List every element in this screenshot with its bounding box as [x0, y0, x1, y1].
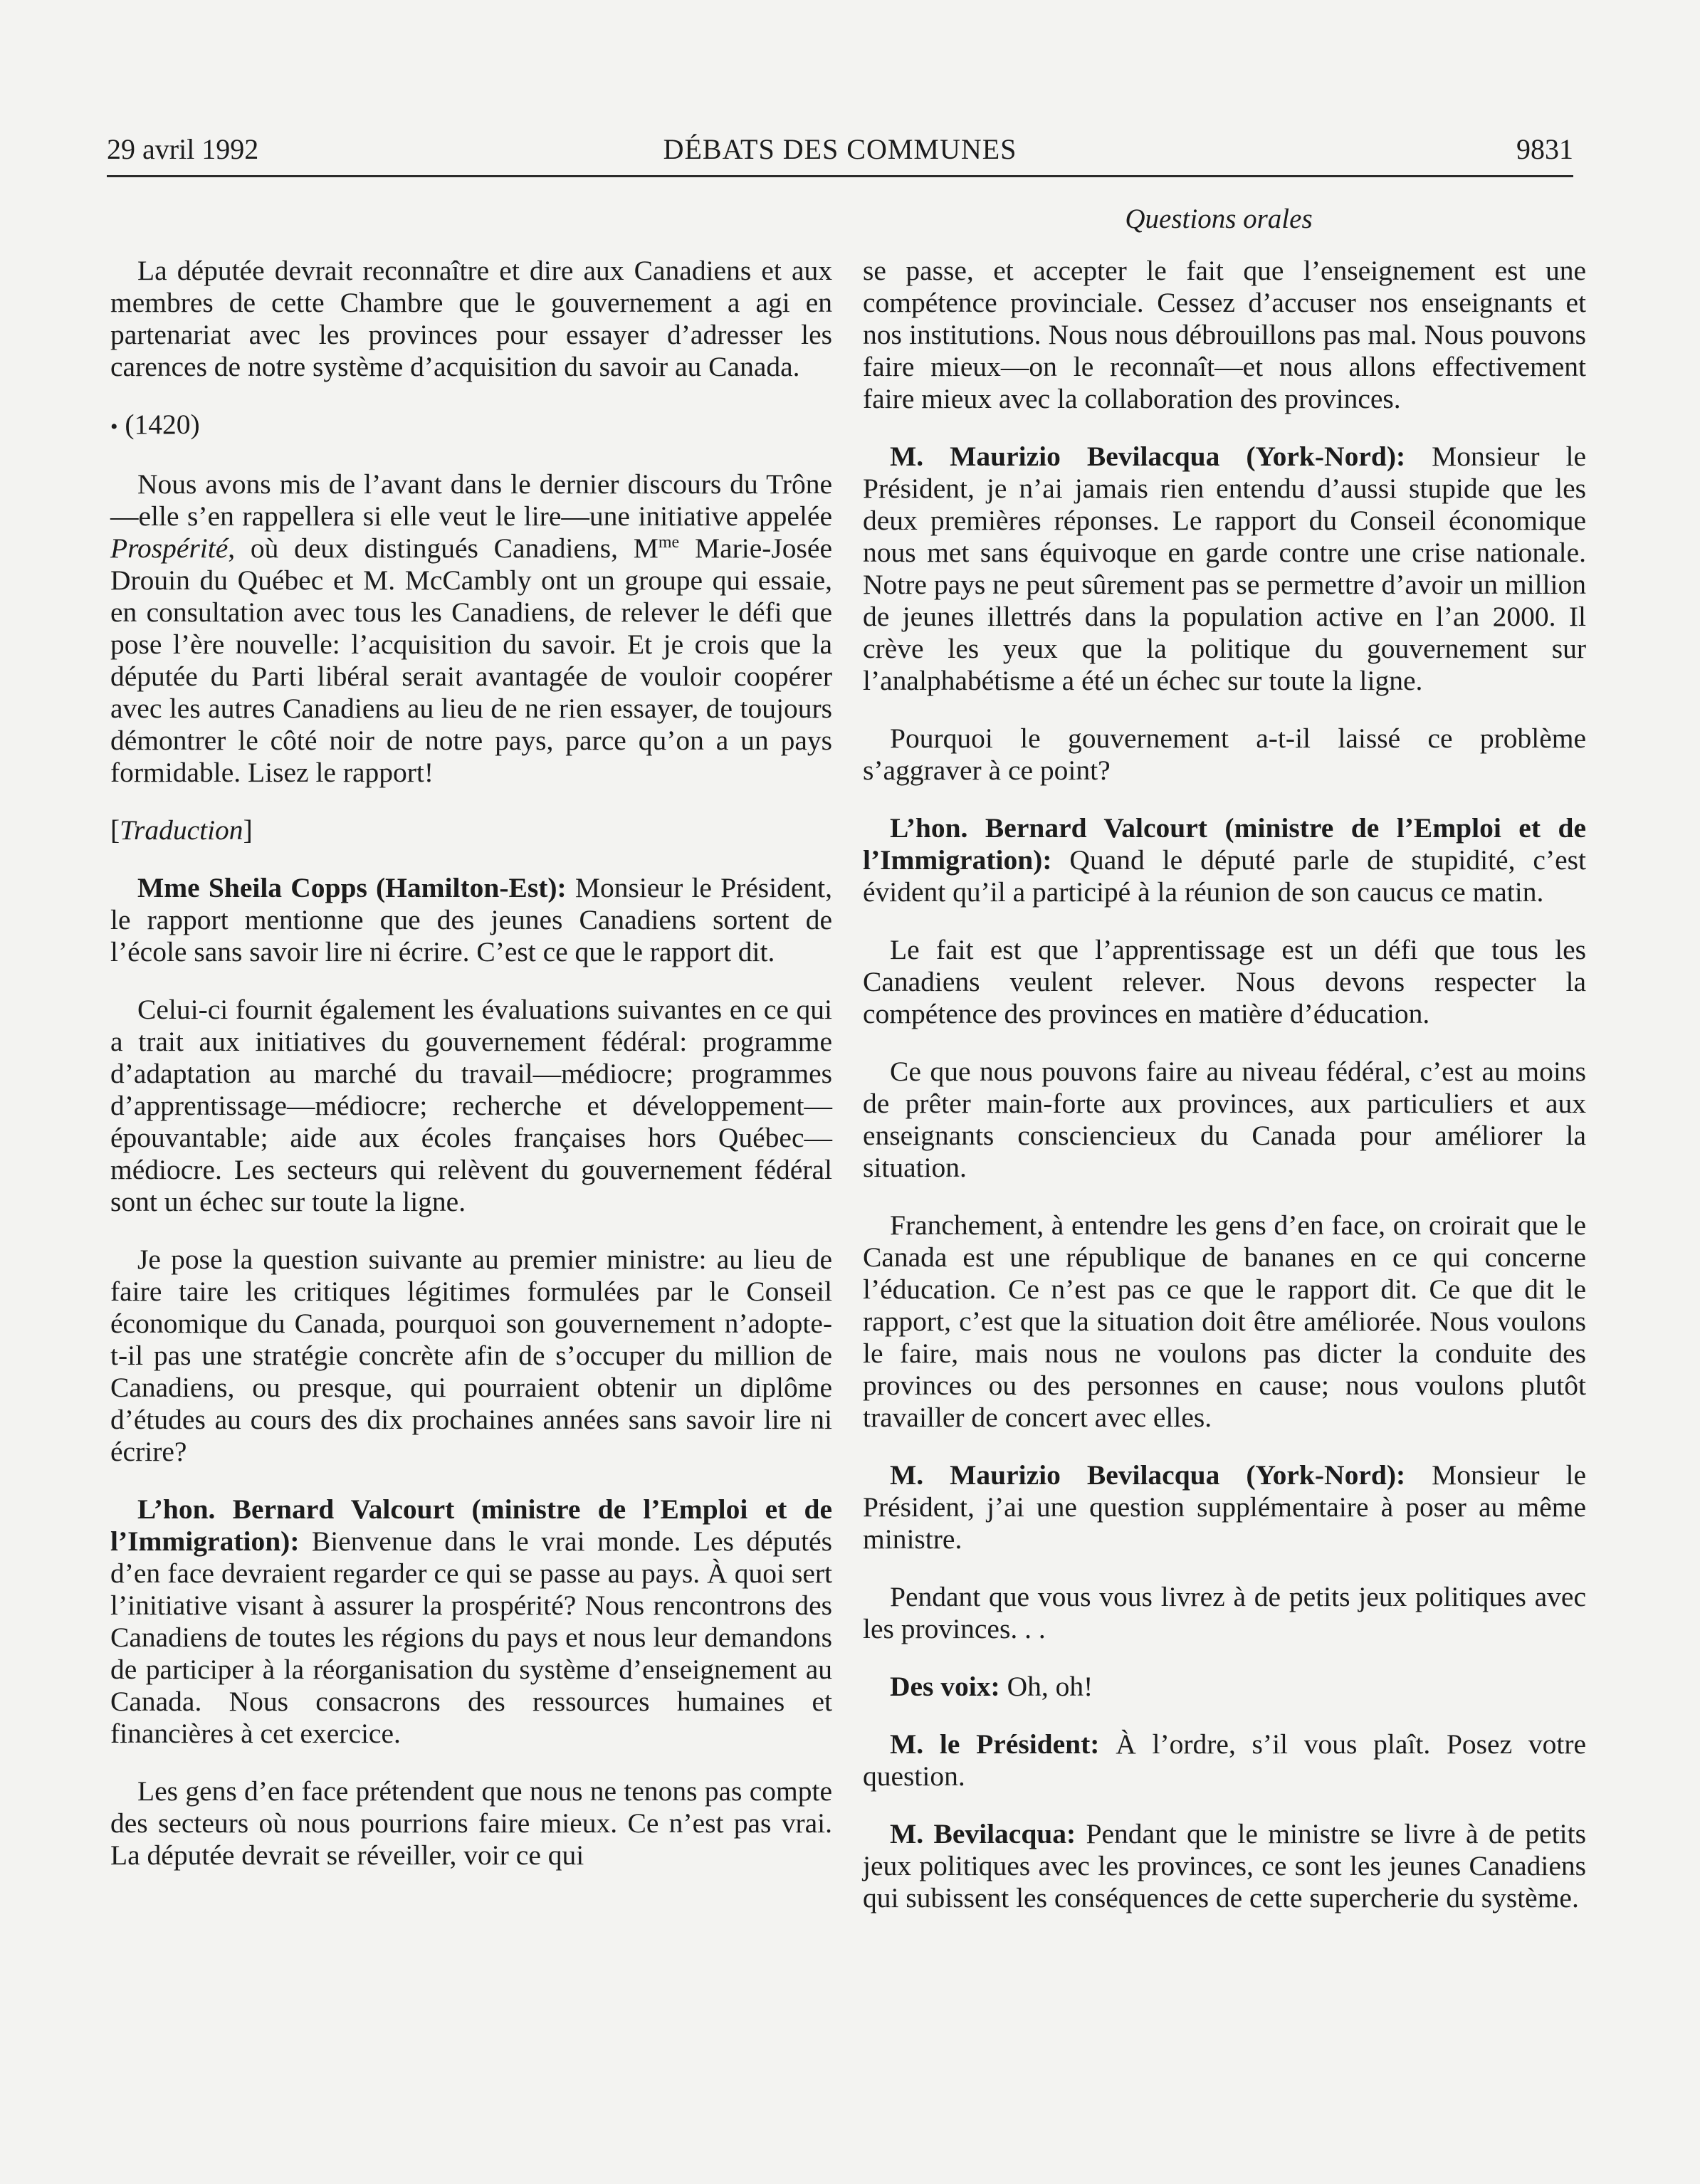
speech-text: À l’ordre, s’il vous plaît. Posez votre question. — [863, 1728, 1587, 1792]
paragraph: Pendant que vous vous livrez à de petits jeux politiques avec les provinces. . . — [863, 1581, 1586, 1644]
page-number: 9831 — [1516, 133, 1573, 165]
traduction-label: Traduction — [120, 814, 243, 846]
header-title: DÉBATS DES COMMUNES — [663, 133, 1017, 165]
paragraph: Pourquoi le gouvernement a-t-il laissé ce problème s’aggraver à ce point? — [863, 723, 1586, 786]
bracket: ] — [243, 814, 253, 846]
speech-text: Quand le député parle de stupidité, c’est évident qu’il a participé à la réunion de son caucus ce matin. — [863, 844, 1586, 908]
paragraph: Les gens d’en face prétendent que nous ne tenons pas compte des secteurs où nous pourrions faire mieux. Ce n’est pas vrai. La députée devrait se réveiller, voir ce qui — [110, 1775, 832, 1871]
speech — [863, 812, 1586, 908]
speaker-name: M. le Président: — [890, 1728, 1100, 1760]
speech — [863, 441, 1586, 697]
speech — [863, 1728, 1586, 1792]
speaker-name: L’hon. Bernard Valcourt (ministre de l’Emploi et de l’Immigration): — [863, 812, 1586, 876]
speech-text: Monsieur le Président, je n’ai jamais rien entendu d’aussi stupide que les deux premières réponses. Le rapport du Conseil économique nous met sans équivoque en garde contre une crise nationale. Notre pays ne peut sûrement pas se permettre d’avoir un million de jeunes illettrés dans la population active en l’an 2000. Il crève les yeux que la politique du gouvernement sur l’analphabétisme a été un échec sur toute la ligne. — [863, 441, 1586, 696]
speech — [110, 1493, 832, 1750]
paragraph: se passe, et accepter le fait que l’enseignement est une compétence provinciale. Cessez d’accuser nos enseignants et nos institutions. Nous nous débrouillons pas mal. Nous pouvons faire mieux—on le reconnaît—et nous allons effectivement faire mieux avec la collaboration des provinces. — [863, 255, 1586, 414]
paragraph: Le fait est que l’apprentissage est un défi que tous les Canadiens veulent relever. Nous devons respecter la compétence des provinces en matière d’éducation. — [863, 934, 1586, 1029]
speech-text: Oh, oh! — [999, 1671, 1093, 1702]
text-run: , où deux distingués Canadiens, M — [228, 532, 659, 564]
paragraph — [110, 468, 832, 789]
paragraph: Celui-ci fournit également les évaluations suivantes en ce qui a trait aux initiatives du gouvernement fédéral: programme d’adaptation au marché du travail—médiocre; programmes d’apprentissage—médiocre; recherche et développement—épouvantable; aide aux écoles françaises hors Québec—médiocre. Les secteurs qui relèvent du gouvernement fédéral sont un échec sur toute la ligne. — [110, 994, 832, 1217]
time-stamp: (1420) — [125, 409, 200, 440]
speech — [863, 1671, 1586, 1703]
bracket: [ — [110, 814, 120, 846]
paragraph: La députée devrait reconnaître et dire aux Canadiens et aux membres de cette Chambre que le gouvernement a agi en partenariat avec les provinces pour essayer d’adresser les carences de notre système d’acquisition du savoir au Canada. — [110, 255, 832, 382]
text-run: Marie-Josée Drouin du Québec et M. McCambly ont un groupe qui essaie, en consultation avec tous les Canadiens, de relever le défi que pose l’ère nouvelle: l’acquisition du savoir. Et je crois que la députée du Parti libéral serait avantagée de vouloir coopérer avec les autres Canadiens au lieu de ne rien essayer, de toujours démontrer le côté noir de notre pays, parce qu’on a un pays formidable. Lisez le rapport! — [110, 532, 832, 788]
speech — [110, 872, 832, 968]
bullet-icon: • — [110, 415, 118, 439]
time-marker — [110, 409, 832, 443]
speech-text: Bienvenue dans le vrai monde. Les députés d’en face devraient regarder ce qui se passe au pays. À quoi sert l’initiative visant à assurer la prospérité? Nous rencontrons des Canadiens de toutes les régions du pays et nous leur demandons de participer à la réorganisation du système d’enseignement au Canada. Nous consacrons des ressources humaines et financières à cet exercice. — [110, 1526, 832, 1749]
section-title: Questions orales — [1125, 204, 1313, 234]
speech-text: Monsieur le Président, j’ai une question supplémentaire à poser au même ministre. — [863, 1459, 1586, 1555]
speaker-name: M. Maurizio Bevilacqua (York-Nord): — [890, 1459, 1406, 1491]
speaker-name: Mme Sheila Copps (Hamilton-Est): — [137, 872, 567, 903]
paragraph: Ce que nous pouvons faire au niveau fédéral, c’est au moins de prêter main-forte aux provinces, aux particuliers et aux enseignants consciencieux du Canada pour améliorer la situation. — [863, 1056, 1586, 1183]
paragraph: Je pose la question suivante au premier ministre: au lieu de faire taire les critiques légitimes formulées par le Conseil économique du Canada, pourquoi son gouvernement n’adopte-t-il pas une stratégie concrète afin de s’occuper du million de Canadiens, ou presque, qui pourraient obtenir un diplôme d’études au cours des dix prochaines années sans savoir lire ni écrire? — [110, 1244, 832, 1467]
italic-term: Prospérité — [110, 532, 229, 564]
speaker-name: Des voix: — [890, 1671, 1000, 1702]
speech — [863, 1459, 1586, 1555]
speech-text: Pendant que le ministre se livre à de petits jeux politiques avec les provinces, ce sont les jeunes Canadiens qui subissent les conséquences de cette supercherie du système. — [863, 1818, 1586, 1913]
speaker-name: M. Maurizio Bevilacqua (York-Nord): — [890, 441, 1406, 472]
speech — [863, 1818, 1586, 1914]
traduction-note — [110, 814, 832, 846]
paragraph: Franchement, à entendre les gens d’en face, on croirait que le Canada est une république de bananes en ce qui concerne l’éducation. Ce n’est pas ce que le rapport dit. Ce que dit le rapport, c’est que la situation doit être améliorée. Nous voulons le faire, mais nous ne voulons pas dicter la conduite des provinces ou des personnes en cause; nous voulons plutôt travailler de concert avec elles. — [863, 1209, 1586, 1433]
right-column — [863, 255, 1586, 1940]
page-header — [107, 128, 1573, 177]
speech-text: Monsieur le Président, le rapport mentionne que des jeunes Canadiens sortent de l’école sans savoir lire ni écrire. C’est ce que le rapport dit. — [110, 872, 833, 967]
text-run: Nous avons mis de l’avant dans le dernier discours du Trône—elle s’en rappellera si elle veut le lire—une initiative appelée — [110, 468, 832, 532]
speaker-name: M. Bevilacqua: — [890, 1818, 1076, 1849]
left-column — [110, 255, 832, 1897]
header-date: 29 avril 1992 — [107, 133, 259, 165]
superscript: me — [658, 532, 680, 552]
speaker-name: L’hon. Bernard Valcourt (ministre de l’Emploi et de l’Immigration): — [110, 1493, 832, 1557]
